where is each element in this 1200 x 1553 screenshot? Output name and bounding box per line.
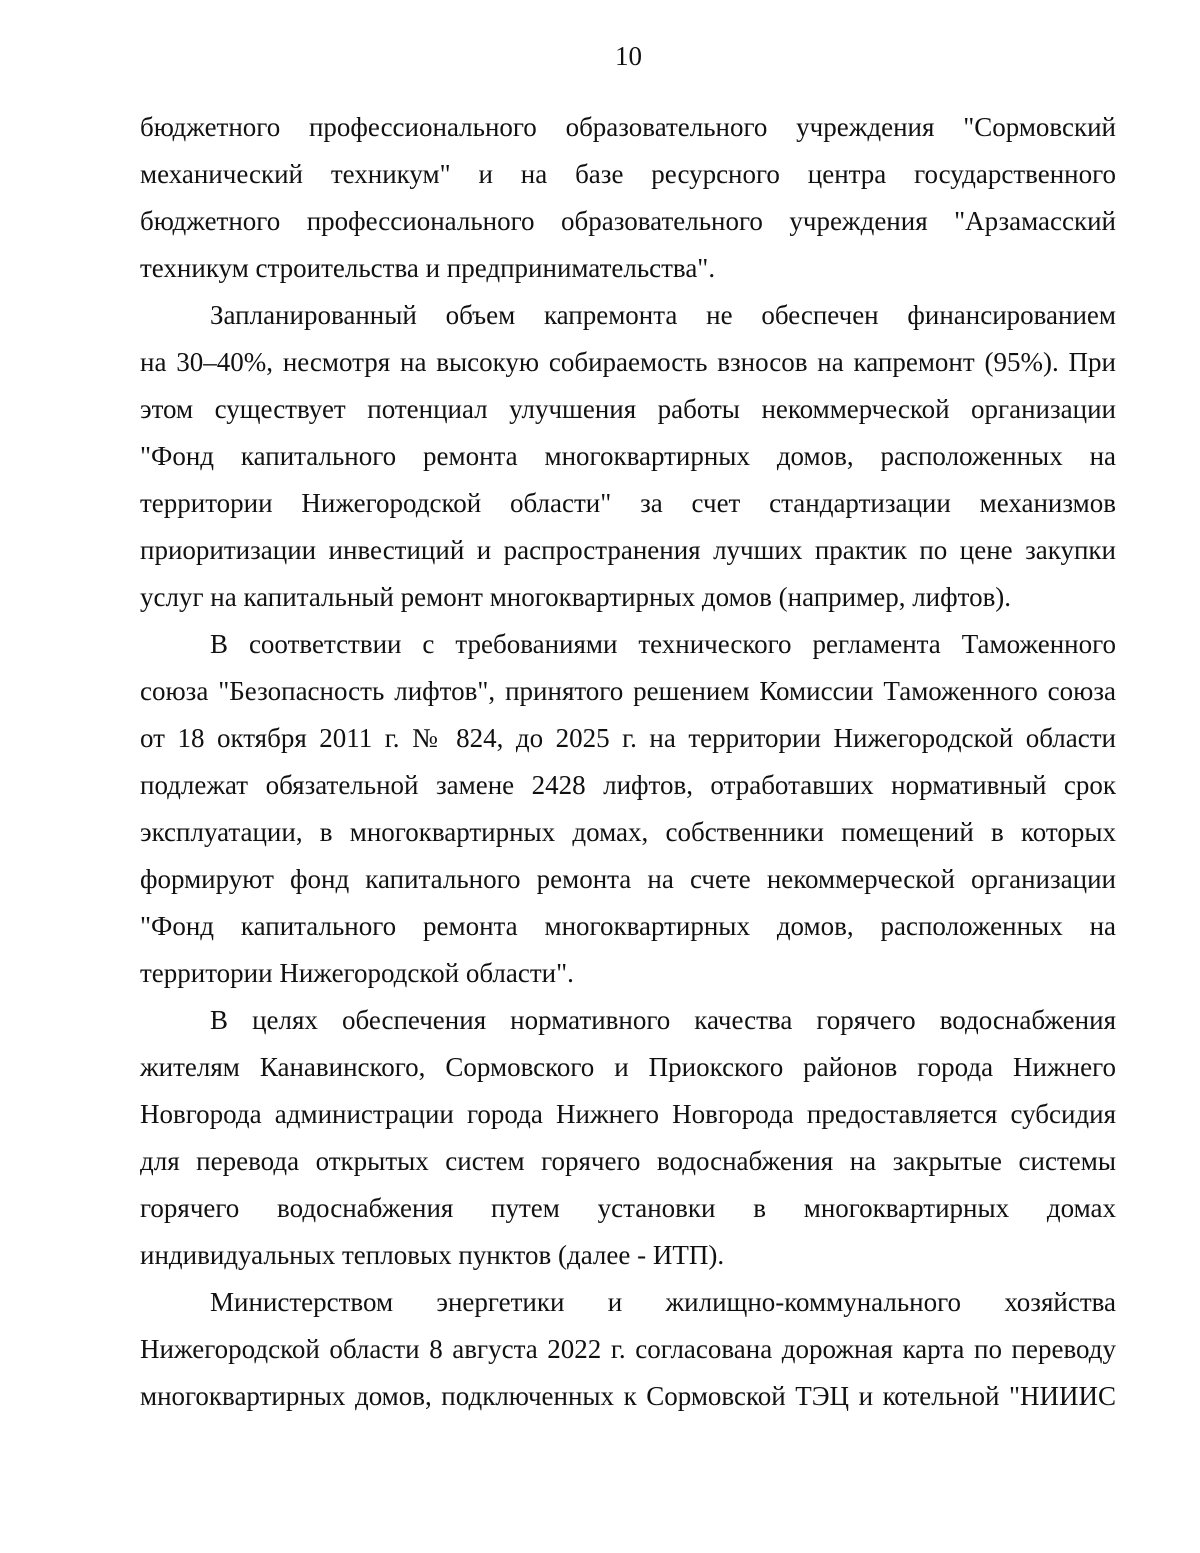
text-line: услуг на капитальный ремонт многоквартирных домов (например, лифтов).: [140, 582, 1012, 612]
text-line: Нижегородской области 8 августа 2022 г. согласована дорожная карта по переводу: [140, 1334, 1116, 1364]
text-line: бюджетного профессионального образовательного учреждения "Сормовский: [140, 112, 1116, 142]
text-line: формируют фонд капитального ремонта на счете некоммерческой организации: [140, 864, 1116, 894]
text-line: приоритизации инвестиций и распространения лучших практик по цене закупки: [140, 535, 1116, 565]
paragraph-3: [140, 621, 1116, 997]
text-line: В целях обеспечения нормативного качества горячего водоснабжения: [210, 1005, 1116, 1035]
text-line: на 30–40%, несмотря на высокую собираемость взносов на капремонт (95%). При: [140, 347, 1116, 377]
paragraph-4: [140, 997, 1116, 1279]
text-line: для перевода открытых систем горячего водоснабжения на закрытые системы: [140, 1146, 1116, 1176]
text-line: территории Нижегородской области".: [140, 958, 574, 988]
text-line: горячего водоснабжения путем установки в многоквартирных домах: [140, 1193, 1116, 1223]
page-number: 10: [615, 41, 642, 71]
text-line: от 18 октября 2011 г. № 824, до 2025 г. на территории Нижегородской области: [140, 723, 1116, 753]
paragraph-5: [140, 1279, 1116, 1420]
text-line: "Фонд капитального ремонта многоквартирных домов, расположенных на: [140, 441, 1116, 471]
text-line: техникум строительства и предпринимательства".: [140, 253, 716, 283]
text-line: "Фонд капитального ремонта многоквартирных домов, расположенных на: [140, 911, 1116, 941]
text-line: Запланированный объем капремонта не обеспечен финансированием: [210, 300, 1116, 330]
text-line: индивидуальных тепловых пунктов (далее - ИТП).: [140, 1240, 725, 1270]
text-line: В соответствии с требованиями технического регламента Таможенного: [210, 629, 1116, 659]
paragraph-1: [140, 104, 1116, 292]
document-body: [140, 104, 1116, 1420]
text-line: этом существует потенциал улучшения работы некоммерческой организации: [140, 394, 1116, 424]
text-line: жителям Канавинского, Сормовского и Приокского районов города Нижнего: [140, 1052, 1116, 1082]
text-line: бюджетного профессионального образовательного учреждения "Арзамасский: [140, 206, 1116, 236]
text-line: многоквартирных домов, подключенных к Сормовской ТЭЦ и котельной "НИИИС: [140, 1381, 1116, 1411]
text-line: союза "Безопасность лифтов", принятого решением Комиссии Таможенного союза: [140, 676, 1116, 706]
paragraph-2: [140, 292, 1116, 621]
text-line: механический техникум" и на базе ресурсного центра государственного: [140, 159, 1116, 189]
text-line: подлежат обязательной замене 2428 лифтов, отработавших нормативный срок: [140, 770, 1116, 800]
text-line: Новгорода администрации города Нижнего Новгорода предоставляется субсидия: [140, 1099, 1116, 1129]
text-line: эксплуатации, в многоквартирных домах, собственники помещений в которых: [140, 817, 1116, 847]
text-line: Министерством энергетики и жилищно-коммунального хозяйства: [210, 1287, 1116, 1317]
text-line: территории Нижегородской области" за счет стандартизации механизмов: [140, 488, 1116, 518]
